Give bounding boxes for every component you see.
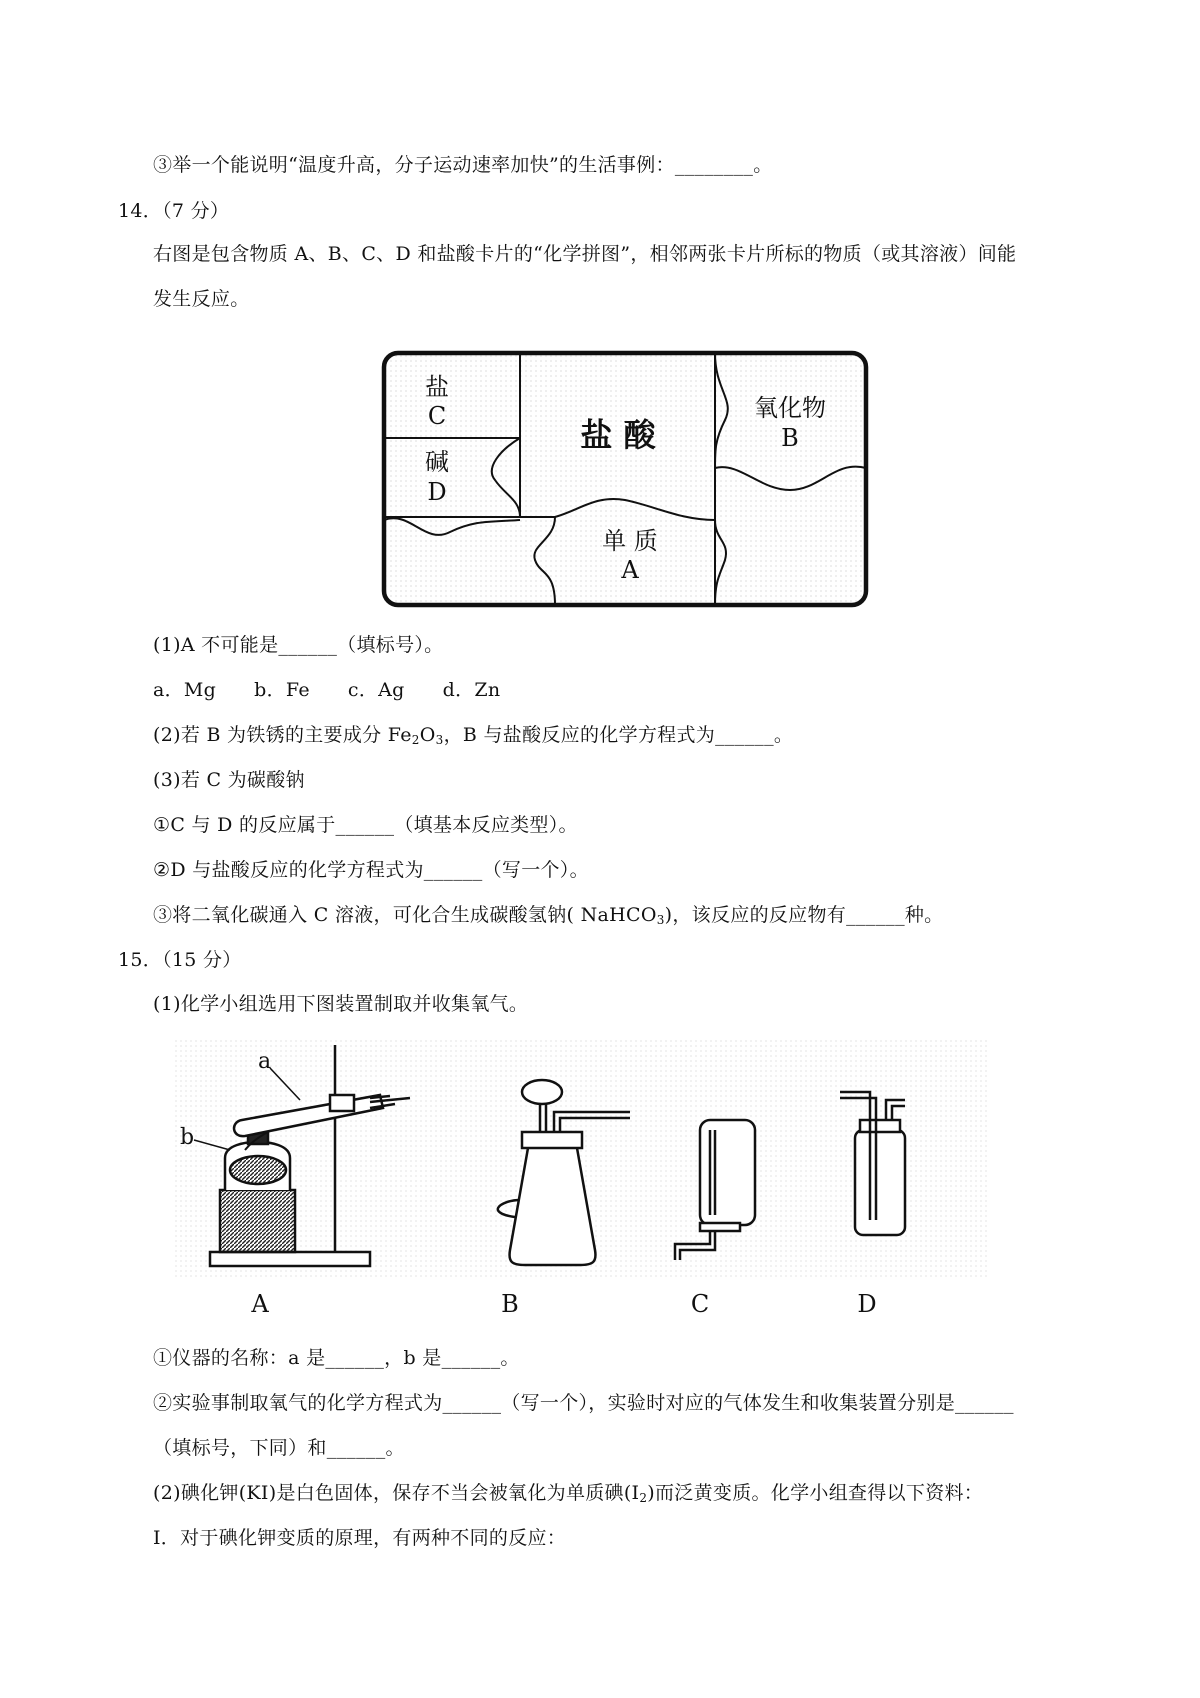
q14-part3-item2: ②D 与盐酸反应的化学方程式为______（写一个）。 (153, 859, 589, 881)
q14-part3-item3: ③将二氧化碳通入 C 溶液，可化合生成碳酸氢钠( NaHCO$_3$)，该反应的反应物有______种。 (153, 904, 944, 927)
q15-part1-item2-line1: ②实验事制取氧气的化学方程式为______（写一个），实验时对应的气体发生和收集装置分别是______ (153, 1392, 1014, 1414)
apparatus-label-c: C (690, 1290, 710, 1318)
q14-intro-line1: 右图是包含物质 A、B、C、D 和盐酸卡片的“化学拼图”，相邻两张卡片所标的物质（或其溶液）间能 (153, 243, 1017, 265)
q13-item-3: ③举一个能说明“温度升高，分子运动速率加快”的生活事例：________。 (153, 154, 773, 176)
q15-part1-item2-line2: （填标号，下同）和______。 (153, 1437, 405, 1459)
puzzle-element-label: 单 质 (602, 527, 658, 555)
q14-header: 14．（7 分） (118, 200, 230, 222)
q15-part2: (2)碘化钾(KI)是白色固体，保存不当会被氧化为单质碘$(I_2)$而泛黄变质。化学小组查得以下资料： (153, 1482, 984, 1505)
q14-part2: (2)若 B 为铁锈的主要成分 $Fe_2O_3$，B 与盐酸反应的化学方程式为______。 (153, 724, 794, 747)
option-d: d．Zn (442, 679, 501, 701)
puzzle-salt-label: 盐 (425, 373, 449, 401)
label-b: b (180, 1125, 195, 1150)
q15-part2-I: I．对于碘化钾变质的原理，有两种不同的反应： (153, 1527, 567, 1549)
option-a: a．Mg (153, 679, 217, 701)
q14-part1: (1)A 不可能是______（填标号）。 (153, 634, 444, 656)
q14-options (153, 677, 538, 703)
apparatus-label-a: A (251, 1290, 269, 1318)
q14-part3: (3)若 C 为碳酸钠 (153, 769, 305, 791)
puzzle-salt-letter: C (427, 402, 447, 430)
chemistry-puzzle-figure (380, 350, 870, 610)
puzzle-oxide-label: 氧化物 (754, 394, 826, 422)
q15-part1: (1)化学小组选用下图装置制取并收集氧气。 (153, 993, 529, 1015)
apparatus-label-b: B (501, 1290, 519, 1318)
option-c: c．Ag (347, 679, 405, 701)
puzzle-oxide-letter: B (781, 424, 799, 452)
puzzle-acid-label: 盐 酸 (580, 416, 656, 454)
q14-part3-item1: ①C 与 D 的反应属于______（填基本反应类型）。 (153, 814, 578, 836)
puzzle-base-label: 碱 (425, 448, 449, 476)
option-b: b．Fe (254, 679, 310, 701)
label-a: a (258, 1049, 272, 1074)
q15-header: 15．（15 分） (118, 949, 242, 971)
apparatus-label-d: D (857, 1290, 877, 1318)
puzzle-base-letter: D (427, 478, 447, 506)
apparatus-figure (170, 1040, 1000, 1320)
q15-part1-item1: ①仪器的名称：a 是______，b 是______。 (153, 1347, 520, 1369)
puzzle-element-letter: A (621, 556, 639, 584)
q14-intro-line2: 发生反应。 (153, 288, 250, 310)
